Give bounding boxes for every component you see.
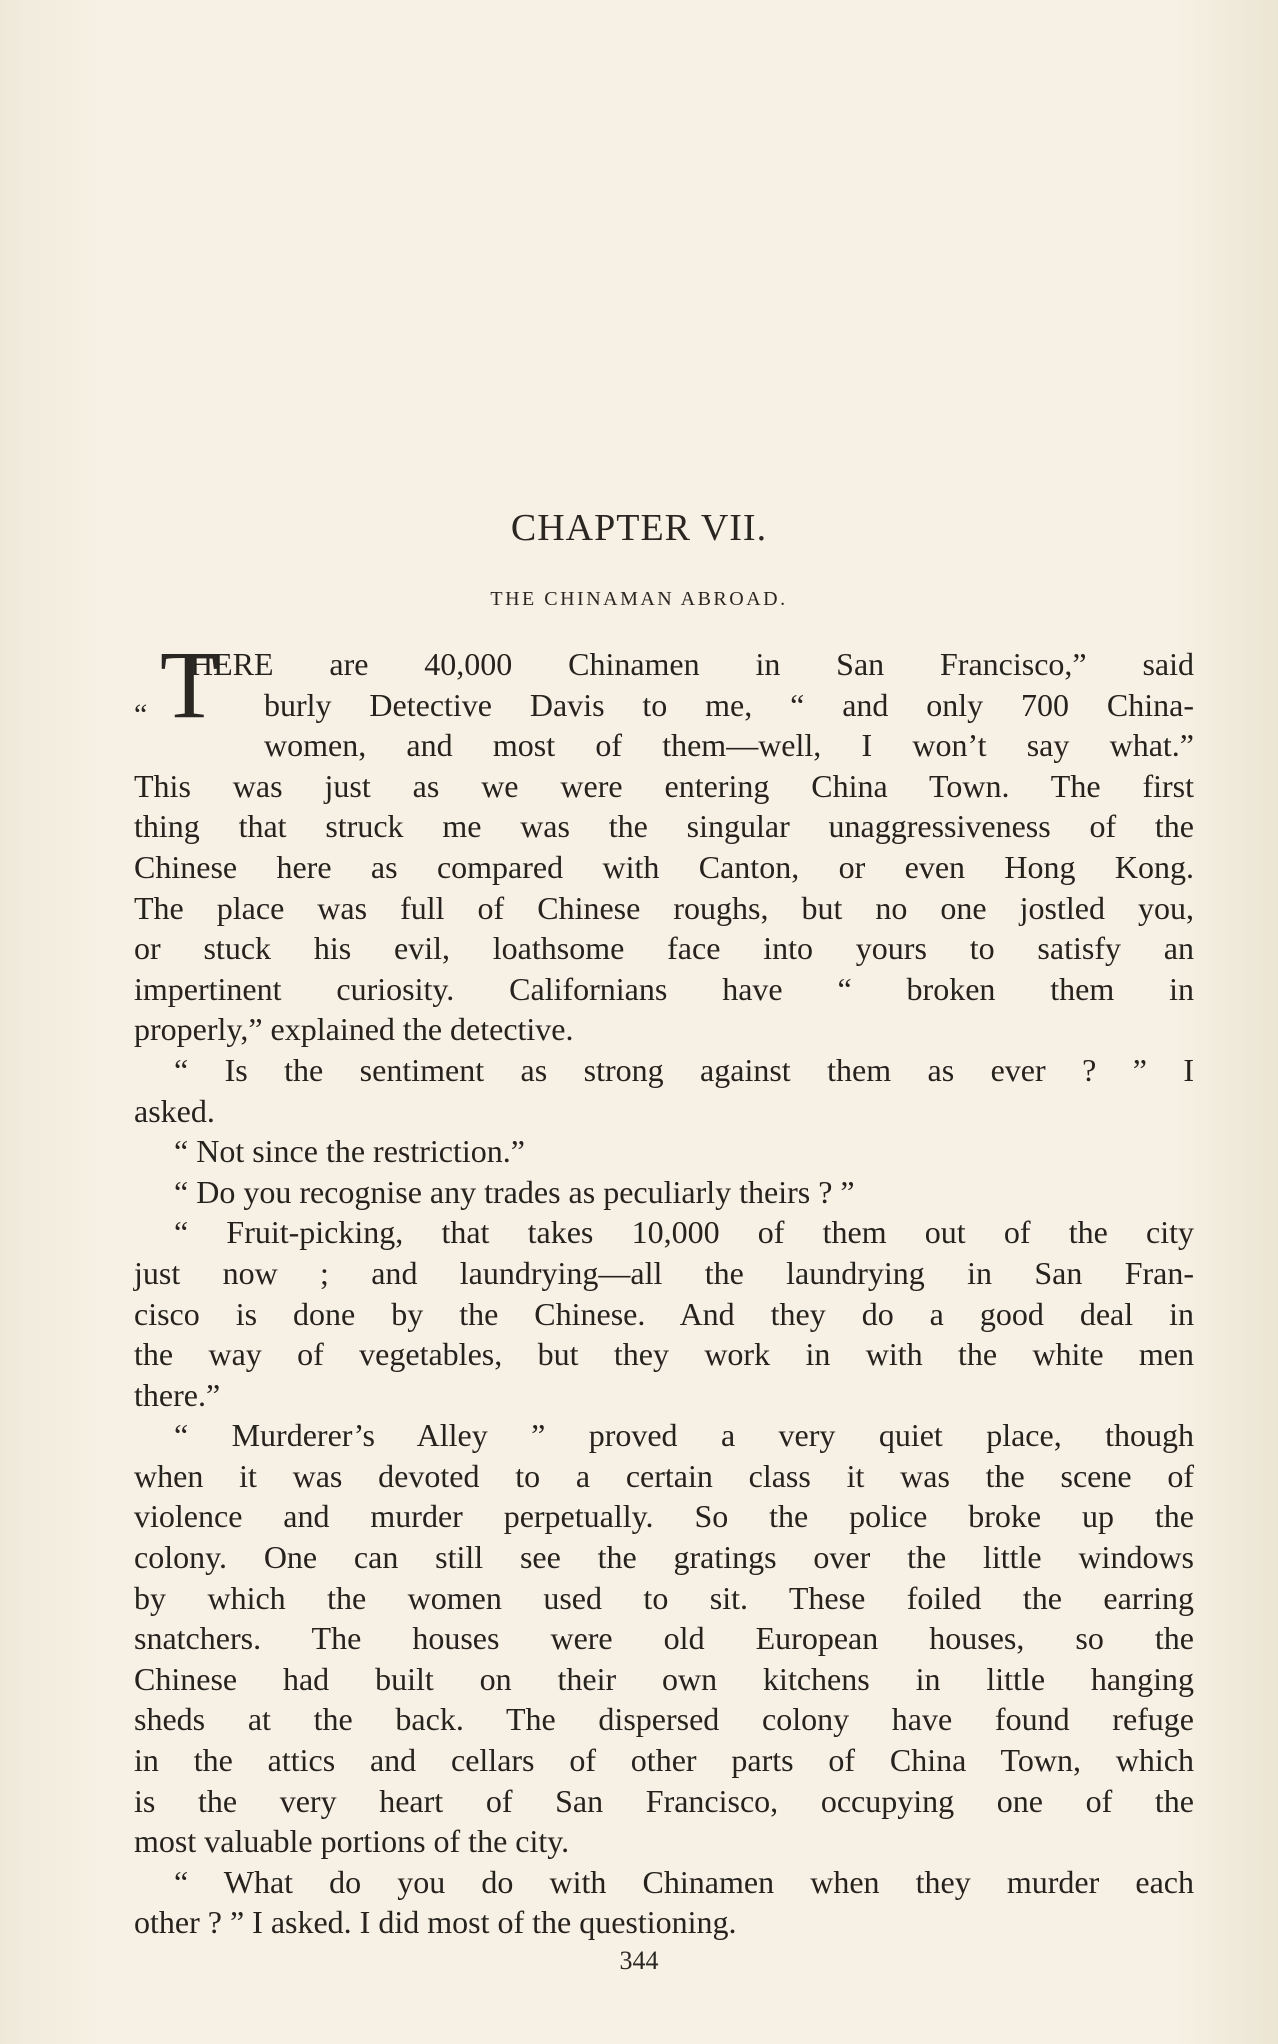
- text-line: there.”: [134, 1376, 221, 1413]
- text-line: Chinese had built on their own kitchens in little hanging: [134, 1660, 1194, 1697]
- text-line: “ Is the sentiment as strong against them as ever ? ” I: [174, 1051, 1194, 1088]
- text-line: This was just as we were entering China Town. The first: [134, 767, 1194, 804]
- text-line: when it was devoted to a certain class it was the scene of: [134, 1457, 1194, 1494]
- text-line: colony. One can still see the gratings over the little windows: [134, 1539, 1194, 1576]
- text-line: or stuck his evil, loathsome face into yours to satisfy an: [134, 930, 1194, 967]
- text-line: cisco is done by the Chinese. And they do a good deal in: [134, 1295, 1194, 1332]
- text-line: “ Fruit-picking, that takes 10,000 of them out of the city: [174, 1214, 1194, 1251]
- dropcap-quote: “: [134, 698, 148, 731]
- text-line: thing that struck me was the singular unaggressiveness of the: [134, 808, 1194, 845]
- chapter-title: CHAPTER VII.: [510, 507, 768, 549]
- text-line: is the very heart of San Francisco, occupying one of the: [134, 1782, 1194, 1819]
- text-line: properly,” explained the detective.: [134, 1011, 574, 1048]
- text-line: women, and most of them—well, I won’t say what.”: [264, 727, 1194, 764]
- text-line: by which the women used to sit. These foiled the earring: [134, 1579, 1194, 1616]
- text-line: violence and murder perpetually. So the police broke up the: [134, 1498, 1194, 1535]
- text-line: “ What do you do with Chinamen when they murder each: [174, 1863, 1194, 1900]
- text-line: just now ; and laundrying—all the laundrying in San Fran-: [134, 1254, 1194, 1291]
- text-line: “ Do you recognise any trades as peculiarly theirs ? ”: [174, 1173, 855, 1210]
- body-text: [134, 631, 1194, 1943]
- text-line: “ Not since the restriction.”: [174, 1133, 525, 1170]
- text-line: other ? ” I asked. I did most of the questioning.: [134, 1904, 737, 1941]
- text-line: HERE are 40,000 Chinamen in San Francisco,” said: [190, 646, 1194, 682]
- page-number: 344: [619, 1946, 659, 1975]
- text-line: in the attics and cellars of other parts of China Town, which: [134, 1742, 1194, 1779]
- text-line: asked.: [134, 1092, 215, 1129]
- text-line: most valuable portions of the city.: [134, 1823, 570, 1860]
- text-line: sheds at the back. The dispersed colony have found refuge: [134, 1701, 1194, 1738]
- text-line: burly Detective Davis to me, “ and only 700 China-: [264, 686, 1194, 723]
- chapter-subtitle: THE CHINAMAN ABROAD.: [490, 588, 788, 610]
- text-line: Chinese here as compared with Canton, or even Hong Kong.: [134, 848, 1194, 885]
- text-line: impertinent curiosity. Californians have “ broken them in: [134, 970, 1194, 1007]
- text-line: The place was full of Chinese roughs, but no one jostled you,: [134, 889, 1194, 926]
- text-line: snatchers. The houses were old European houses, so the: [134, 1620, 1194, 1657]
- text-line: “ Murderer’s Alley ” proved a very quiet place, though: [174, 1417, 1194, 1454]
- text-line: the way of vegetables, but they work in with the white men: [134, 1336, 1194, 1373]
- dropcap-letter: T: [160, 631, 219, 738]
